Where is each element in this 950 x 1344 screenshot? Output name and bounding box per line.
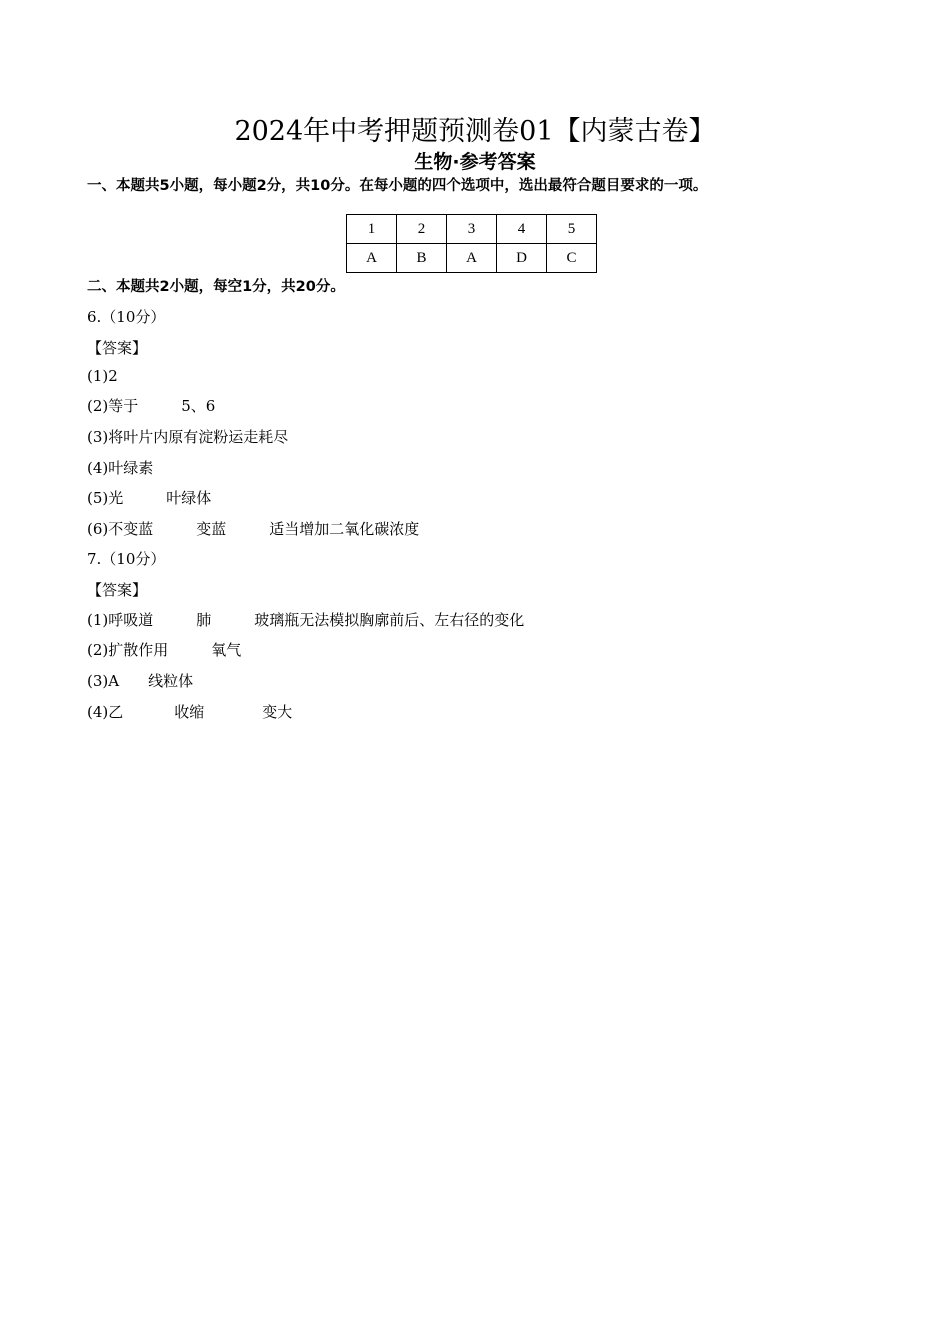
answer-text: 肺 [196,611,212,629]
answer-text: (5)光 [87,489,124,507]
table-cell-number: 3 [447,215,497,244]
answer-table-number-row [347,215,597,244]
question-6-answer-label: 【答案】 [87,339,148,357]
answer-text: (6)不变蓝 [87,520,154,538]
answer-text: 适当增加二氧化碳浓度 [269,520,420,538]
table-cell-number: 4 [497,215,547,244]
table-cell-number: 1 [347,215,397,244]
question-6-line-5 [87,488,211,508]
section-1-instruction: 一、本题共5小题，每小题2分，共10分。在每小题的四个选项中，选出最符合题目要求的一项。 [87,178,708,194]
table-cell-answer: C [547,244,597,273]
question-7-answer-label: 【答案】 [87,581,148,599]
section-2-instruction: 二、本题共2小题，每空1分，共20分。 [87,279,345,295]
answer-text: 变大 [262,703,293,721]
answer-text: (3)将叶片内原有淀粉运走耗尽 [87,428,289,446]
answer-text: 收缩 [174,703,205,721]
answer-text: (1)2 [87,367,118,385]
page-title: 2024年中考押题预测卷01【内蒙古卷】 [234,116,716,147]
answer-text: (2)扩散作用 [87,641,169,659]
answer-text: (3)A [87,672,120,690]
question-7-line-4 [87,702,292,722]
answer-text: 线粒体 [148,672,194,690]
question-6-line-4 [87,458,153,478]
question-6-line-6 [87,519,419,539]
answer-table [346,214,597,273]
table-cell-answer: B [397,244,447,273]
answer-text: (1)呼吸道 [87,611,154,629]
question-7-line-1 [87,610,524,630]
question-7-line-3 [87,671,193,691]
answer-text: (4)乙 [87,703,124,721]
page-subtitle: 生物·参考答案 [414,151,536,173]
answer-text: 5、6 [181,397,216,415]
answer-text: (2)等于 [87,397,139,415]
answer-text: 玻璃瓶无法模拟胸廓前后、左右径的变化 [254,611,525,629]
table-cell-answer: A [347,244,397,273]
table-cell-number: 2 [397,215,447,244]
question-7-line-2 [87,640,241,660]
table-cell-answer: A [447,244,497,273]
answer-text: (4)叶绿素 [87,459,154,477]
table-cell-answer: D [497,244,547,273]
answer-table-answer-row [347,244,597,273]
answer-text: 叶绿体 [166,489,212,507]
question-7-heading: 7.（10分） [87,550,166,568]
question-6-heading: 6.（10分） [87,308,166,326]
table-cell-number: 5 [547,215,597,244]
question-6-line-1 [87,366,118,386]
question-6-line-3 [87,427,288,447]
question-6-line-2 [87,396,215,416]
answer-text: 氧气 [211,641,242,659]
answer-text: 变蓝 [196,520,227,538]
